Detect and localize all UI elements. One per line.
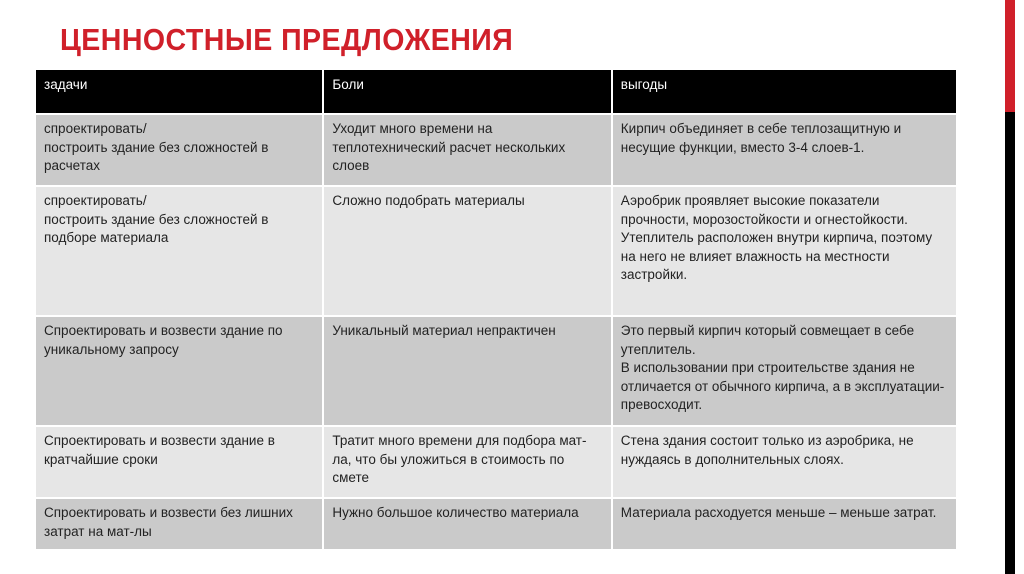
- accent-bar-red: [1005, 0, 1015, 112]
- cell-task: Спроектировать и возвести здание в кратчайшие сроки: [36, 427, 322, 497]
- value-proposition-table: [34, 68, 958, 551]
- cell-task: Спроектировать и возвести без лишних затрат на мат-лы: [36, 499, 322, 549]
- table-row: [36, 499, 956, 549]
- cell-task: Спроектировать и возвести здание по уникальному запросу: [36, 317, 322, 425]
- cell-pain: Нужно большое количество материала: [324, 499, 610, 549]
- cell-gain: Стена здания состоит только из аэробрика, не нуждаясь в дополнительных слоях.: [613, 427, 956, 497]
- table-row: [36, 115, 956, 185]
- header-gains: выгоды: [613, 70, 956, 113]
- slide-title: ЦЕННОСТНЫЕ ПРЕДЛОЖЕНИЯ: [60, 22, 514, 57]
- cell-pain: Уникальный материал непрактичен: [324, 317, 610, 425]
- table-row: [36, 317, 956, 425]
- table-row: [36, 187, 956, 315]
- table-header-row: [36, 70, 956, 113]
- accent-bar-black: [1005, 112, 1015, 574]
- header-pains: Боли: [324, 70, 610, 113]
- cell-gain: Материала расходуется меньше – меньше затрат.: [613, 499, 956, 549]
- cell-pain: Сложно подобрать материалы: [324, 187, 610, 315]
- table-row: [36, 427, 956, 497]
- cell-gain: Это первый кирпич который совмещает в себе утеплитель. В использовании при строительстве здания не отличается от обычного кирпича, а в эксплуатации- превосходит.: [613, 317, 956, 425]
- header-tasks: задачи: [36, 70, 322, 113]
- cell-task: спроектировать/ построить здание без сложностей в подборе материала: [36, 187, 322, 315]
- cell-pain: Уходит много времени на теплотехнический расчет нескольких слоев: [324, 115, 610, 185]
- cell-task: спроектировать/ построить здание без сложностей в расчетах: [36, 115, 322, 185]
- cell-gain: Кирпич объединяет в себе теплозащитную и несущие функции, вместо 3-4 слоев-1.: [613, 115, 956, 185]
- cell-gain: Аэробрик проявляет высокие показатели прочности, морозостойкости и огнестойкости. Утеплитель расположен внутри кирпича, поэтому на него не влияет влажность на местности застройки.: [613, 187, 956, 315]
- cell-pain: Тратит много времени для подбора мат-ла, что бы уложиться в стоимость по смете: [324, 427, 610, 497]
